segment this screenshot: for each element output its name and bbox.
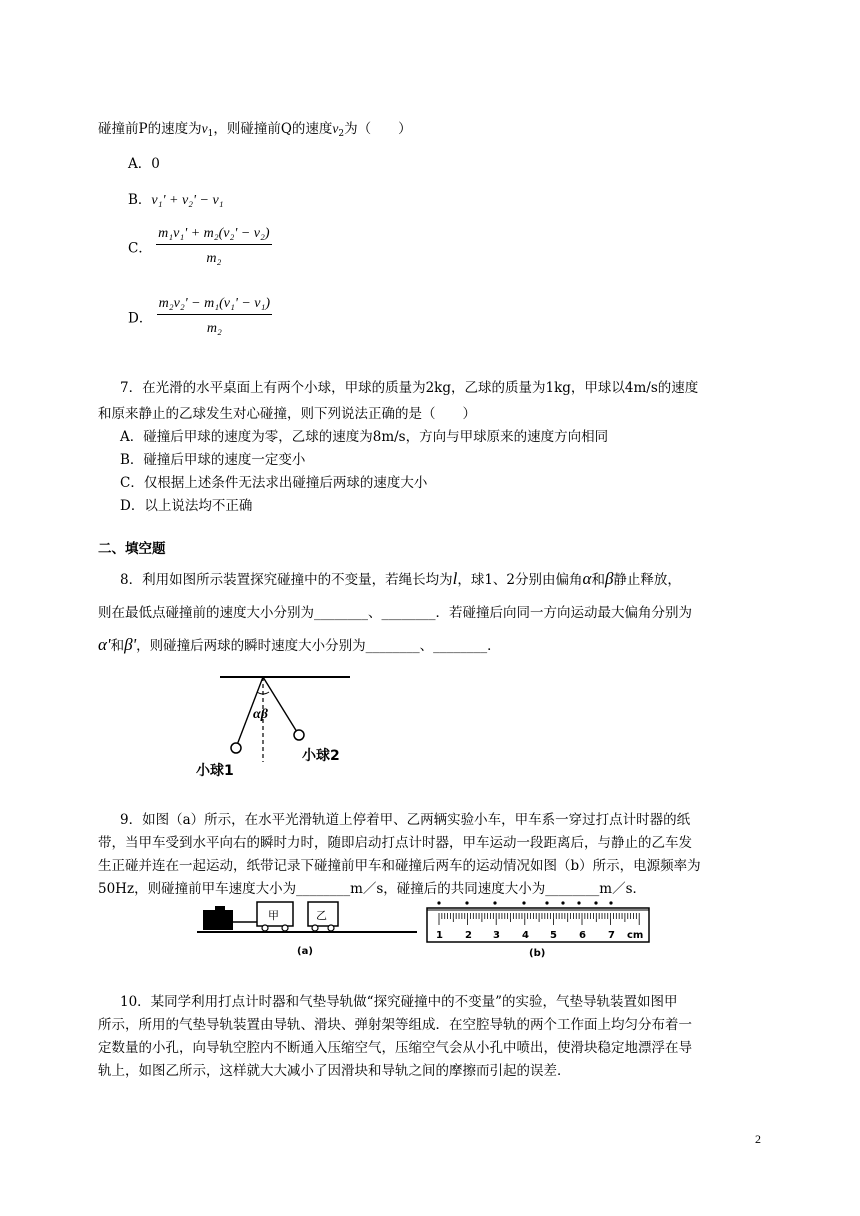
- tape-dot: [437, 901, 440, 904]
- cart-yi-label: 乙: [316, 909, 327, 922]
- tape-dot: [465, 901, 468, 904]
- q10-line-4: 轨上，如图乙所示，这样就大大减小了因滑块和导轨之间的摩擦而引起的误差．: [98, 1063, 571, 1079]
- q7-line-1: 7．在光滑的水平桌面上有两个小球，甲球的质量为2kg，乙球的质量为1kg，甲球以4m/s的速度: [120, 380, 699, 396]
- q6-option-a: A．0: [128, 156, 160, 172]
- tape-dot: [561, 901, 564, 904]
- angle-labels: αβ: [253, 707, 268, 722]
- ruler-body: [427, 908, 649, 942]
- ruler-label-6: 6: [579, 930, 586, 941]
- ruler-label-4: 4: [522, 930, 529, 941]
- q9-line-2: 带，当甲车受到水平向右的瞬时力时，随即启动打点计时器，甲车运动一段距离后，与静止的乙车发: [98, 835, 692, 851]
- q6-option-c-fraction: $\frac{\text{m₁v₁' + m₂(v₂' − v₂)}}{\text{m₂}}$: [158, 226, 270, 266]
- q10-line-2: 所示，所用的气垫导轨装置由导轨、滑块、弹射架等组成．在空腔导轨的两个工作面上均匀分布着一: [98, 1017, 692, 1033]
- q6-option-b: B．v₁' + v₂' − v₁: [128, 192, 224, 208]
- tape-dot: [609, 901, 612, 904]
- string-2: [263, 677, 297, 732]
- q9-line-3: 生正碰并连在一起运动，纸带记录下碰撞前甲车和碰撞后两车的运动情况如图（b）所示，电源频率为: [98, 858, 701, 874]
- section-title-fill-in: 二、填空题: [98, 541, 166, 557]
- tape-dot: [594, 901, 597, 904]
- ball-1-label: 小球1: [196, 763, 234, 779]
- tape-dot: [545, 901, 548, 904]
- tape-dot: [493, 901, 496, 904]
- ruler-label-7: 7: [608, 930, 615, 941]
- q9-line-1: 9．如图（a）所示，在水平光滑轨道上停着甲、乙两辆实验小车，甲车系一穿过打点计时器的纸: [120, 812, 691, 828]
- q7-option-a: A．碰撞后甲球的速度为零，乙球的速度为8m/s，方向与甲球原来的速度方向相同: [120, 429, 609, 445]
- pendulum-figure: [190, 672, 370, 782]
- q7-line-2: 和原来静止的乙球发生对心碰撞，则下列说法正确的是（ ）: [98, 406, 476, 422]
- q7-option-c: C．仅根据上述条件无法求出碰撞后两球的速度大小: [120, 475, 428, 491]
- q6-option-d: D． $\frac{\text{m₂v₂' − m₁(v₁' − v₁)}}{\text{m₂}}$: [128, 296, 271, 336]
- q8-line-1: 8．利用如图所示装置探究碰撞中的不变量，若绳长均为l，球1、2分别由偏角α和β静止释放，: [120, 569, 681, 588]
- q7-option-b: B．碰撞后甲球的速度一定变小: [120, 452, 306, 468]
- q6-option-c: C． $\frac{\text{m₁v₁' + m₂(v₂' − v₂)}}{\text{m₂}}$: [128, 226, 270, 266]
- ball-2-label: 小球2: [302, 748, 340, 764]
- timer-block: [203, 910, 233, 930]
- ruler-label-3: 3: [493, 930, 500, 941]
- page-number: 2: [755, 1132, 761, 1146]
- ball-1: [231, 743, 241, 753]
- ruler-label-cm: cm: [627, 930, 644, 941]
- q7-option-d: D．以上说法均不正确: [120, 498, 253, 514]
- figure-b-label: (b): [529, 948, 546, 959]
- tape-dots: [437, 901, 612, 904]
- ball-2: [294, 730, 304, 740]
- tape-dot: [522, 901, 525, 904]
- q10-line-1: 10．某同学利用打点计时器和气垫导轨做“探究碰撞中的不变量”的实验，气垫导轨装置如图甲: [120, 994, 678, 1010]
- ruler-label-1: 1: [436, 930, 443, 941]
- cart-jia-label: 甲: [268, 909, 279, 922]
- q6-option-d-fraction: $\frac{\text{m₂v₂' − m₁(v₁' − v₁)}}{\text{m₂}}$: [158, 296, 271, 336]
- carts-figure: [195, 898, 420, 960]
- q9-line-4: 50Hz，则碰撞前甲车速度大小为________m／s，碰撞后的共同速度大小为________m／s．: [98, 881, 647, 897]
- q10-line-3: 定数量的小孔，向导轨空腔内不断通入压缩空气，压缩空气会从小孔中喷出，使滑块稳定地漂浮在导: [98, 1040, 692, 1056]
- figure-a-label: (a): [297, 946, 313, 957]
- ruler-label-5: 5: [550, 930, 557, 941]
- q6-stem: 碰撞前P的速度为$v_1$，则碰撞前Q的速度$v_2$为（ ）: [98, 121, 412, 139]
- q8-line-2: 则在最低点碰撞前的速度大小分别为________、________．若碰撞后向同一方向运动最大偏角分别为: [98, 605, 692, 621]
- ruler-figure: [425, 894, 653, 960]
- q8-line-3: α'和β'，则碰撞后两球的瞬时速度大小分别为________、________．: [98, 635, 501, 654]
- tape-dot: [577, 901, 580, 904]
- ruler-label-2: 2: [465, 930, 472, 941]
